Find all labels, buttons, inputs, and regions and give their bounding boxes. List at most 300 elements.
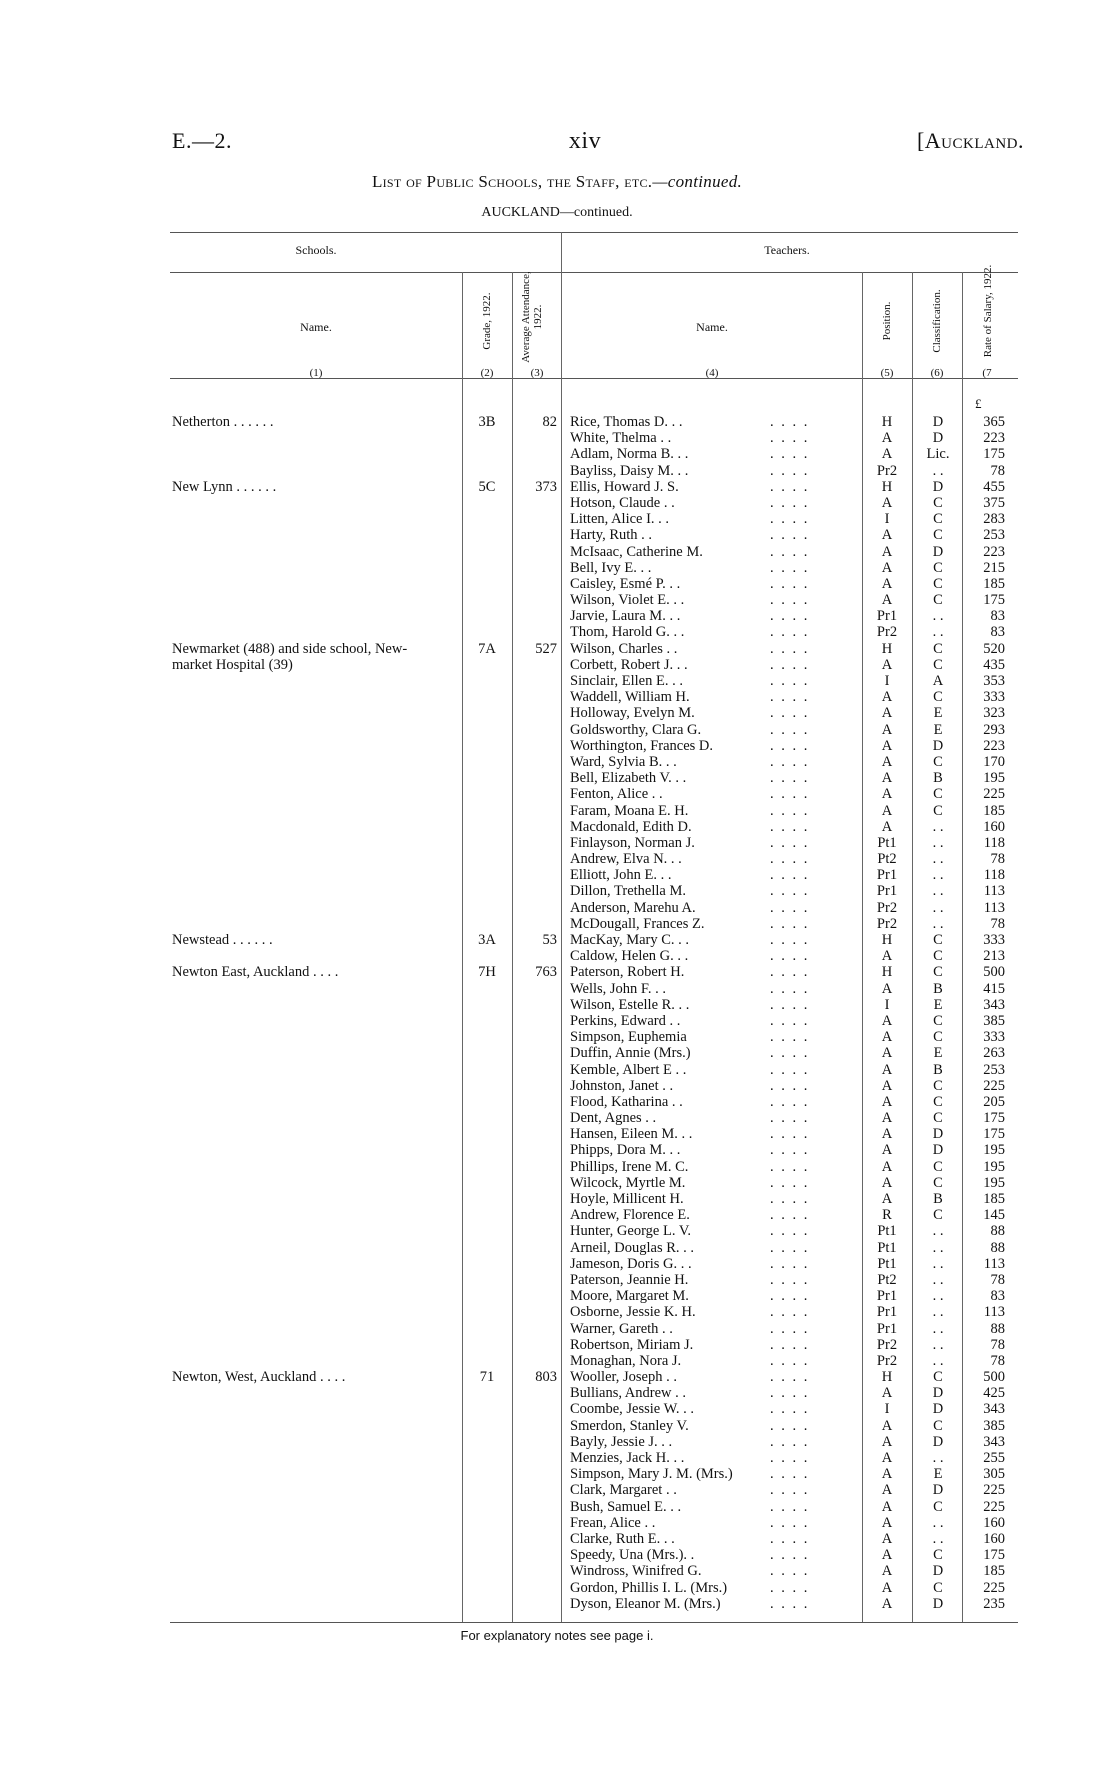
leader-dots: . . . . (770, 1029, 810, 1046)
teacher-classification: . . (932, 1239, 944, 1256)
attendance-header: Average Attendance, 1922. (520, 271, 544, 363)
teacher-salary: 343 (983, 1401, 1005, 1418)
teacher-salary: 215 (983, 559, 1005, 576)
table-row (0, 1401, 1114, 1417)
teacher-salary: 160 (983, 1530, 1005, 1547)
teacher-classification: A (932, 673, 944, 689)
teacher-name: Anderson, Marehu A. (570, 899, 696, 916)
leader-dots: . . . . (770, 1433, 810, 1450)
leader-dots: . . . . (770, 705, 810, 722)
table-row (0, 1175, 1114, 1191)
teacher-salary: 415 (983, 980, 1005, 997)
teacher-classification: D (932, 1401, 944, 1418)
school-grade: 3A (478, 932, 496, 948)
teacher-name: Windross, Winifred G. (570, 1563, 702, 1580)
teacher-position: A (881, 1482, 893, 1499)
teacher-salary: 223 (983, 737, 1005, 754)
teacher-classification: C (933, 1547, 943, 1564)
table-row (0, 1418, 1114, 1434)
teacher-salary: 175 (983, 1110, 1005, 1127)
teacher-name: Perkins, Edward . . (570, 1012, 681, 1029)
table-row (0, 1385, 1114, 1401)
teacher-name: Adlam, Norma B. . . (570, 446, 689, 463)
table-row (0, 1515, 1114, 1531)
leader-dots: . . . . (770, 640, 810, 657)
table-row (0, 819, 1114, 835)
table-row (0, 1499, 1114, 1515)
teacher-name: Caldow, Helen G. . . (570, 948, 689, 965)
teacher-name-header: Name. (696, 320, 728, 334)
table-row (0, 1013, 1114, 1029)
teacher-classification: C (933, 1207, 943, 1224)
teacher-name: McIsaac, Catherine M. (570, 543, 703, 560)
teacher-classification: C (933, 1029, 943, 1046)
leader-dots: . . . . (770, 478, 810, 495)
teacher-name: Osborne, Jessie K. H. (570, 1304, 696, 1321)
teacher-classification: . . (932, 1304, 944, 1321)
teacher-name: McDougall, Frances Z. (570, 915, 705, 932)
teacher-name: Phillips, Irene M. C. (570, 1158, 689, 1175)
leader-dots: . . . . (770, 1482, 810, 1499)
teacher-salary: 195 (983, 1142, 1005, 1159)
leader-dots: . . . . (770, 1417, 810, 1434)
teacher-name: Andrew, Florence E. (570, 1207, 690, 1224)
teacher-salary: 78 (990, 851, 1005, 868)
table-row (0, 1256, 1114, 1272)
table-row (0, 560, 1114, 576)
teacher-salary: 225 (983, 786, 1005, 803)
col-number: (3) (530, 367, 544, 379)
teacher-salary: 195 (983, 770, 1005, 787)
leader-dots: . . . . (770, 592, 810, 609)
leader-dots: . . . . (770, 1174, 810, 1191)
teacher-name: Warner, Gareth . . (570, 1320, 673, 1337)
teacher-salary: 118 (983, 834, 1005, 851)
teacher-position: Pr1 (876, 883, 898, 900)
teacher-classification: . . (932, 883, 944, 900)
teacher-salary: 385 (983, 1417, 1005, 1434)
teacher-name: Dent, Agnes . . (570, 1110, 657, 1127)
table-row (0, 1353, 1114, 1369)
teacher-classification: Lic. (926, 446, 950, 463)
school-name: market Hospital (39) (172, 656, 293, 673)
school-grade: 5C (478, 478, 496, 495)
teacher-position: Pt1 (877, 1223, 897, 1240)
salary-header: Rate of Salary, 1922. (982, 264, 994, 358)
leader-dots: . . . . (770, 1498, 810, 1515)
leader-dots: . . . . (770, 446, 810, 463)
teacher-name: Dillon, Trethella M. (570, 883, 687, 900)
average-attendance: 527 (535, 640, 557, 657)
teacher-classification: B (933, 770, 943, 787)
teacher-position: A (881, 1191, 893, 1207)
leader-dots: . . . . (770, 1514, 810, 1531)
table-row (0, 948, 1114, 964)
teacher-name: Dyson, Eleanor M. (Mrs.) (570, 1595, 721, 1612)
table-row (0, 916, 1114, 932)
teacher-salary: 333 (983, 689, 1005, 706)
teacher-classification: D (932, 737, 944, 754)
leader-dots: . . . . (770, 1466, 810, 1483)
teacher-position: A (881, 1595, 893, 1612)
leader-dots: . . . . (770, 1530, 810, 1547)
leader-dots: . . . . (770, 1401, 810, 1418)
teacher-position: A (881, 559, 893, 576)
teacher-classification: C (933, 948, 943, 965)
teacher-classification: . . (932, 899, 944, 916)
teacher-classification: . . (932, 851, 944, 868)
teacher-salary: 343 (983, 996, 1005, 1013)
teacher-salary: 88 (990, 1239, 1005, 1256)
teacher-classification: D (932, 430, 944, 447)
teacher-salary: 78 (990, 915, 1005, 932)
teacher-classification: C (933, 656, 943, 673)
teacher-salary: 435 (983, 656, 1005, 673)
table-row (0, 1563, 1114, 1579)
teacher-classification: . . (932, 1255, 944, 1272)
table-row (0, 770, 1114, 786)
teacher-salary: 195 (983, 1174, 1005, 1191)
teacher-salary: 365 (983, 414, 1005, 430)
teacher-salary: 88 (990, 1223, 1005, 1240)
teacher-position: A (881, 1126, 893, 1143)
col-number: (7 (982, 367, 992, 379)
teacher-position: Pr2 (876, 899, 898, 916)
table-row (0, 1159, 1114, 1175)
teacher-name: Jameson, Doris G. . . (570, 1255, 692, 1272)
leader-dots: . . . . (770, 624, 810, 641)
leader-dots: . . . . (770, 673, 810, 689)
header-right: [Auckland. (916, 128, 1024, 153)
leader-dots: . . . . (770, 559, 810, 576)
leader-dots: . . . . (770, 1207, 810, 1224)
leader-dots: . . . . (770, 834, 810, 851)
teacher-salary: 175 (983, 1547, 1005, 1564)
teacher-classification: . . (932, 867, 944, 884)
teacher-classification: C (933, 1110, 943, 1127)
table-top-rule (170, 232, 1018, 233)
teacher-name: White, Thelma . . (570, 430, 672, 447)
teacher-position: A (881, 737, 893, 754)
page-number: xiv (568, 128, 602, 154)
table-row (0, 851, 1114, 867)
table-row (0, 624, 1114, 640)
table-row (0, 1045, 1114, 1061)
teacher-classification: E (933, 1466, 943, 1483)
teacher-classification: B (933, 1191, 943, 1207)
teacher-classification: D (932, 414, 944, 430)
teacher-classification: . . (932, 1352, 944, 1369)
teacher-classification: . . (932, 1514, 944, 1531)
leader-dots: . . . . (770, 414, 810, 430)
table-row (0, 786, 1114, 802)
table-row (0, 722, 1114, 738)
teacher-salary: 283 (983, 511, 1005, 528)
teacher-position: A (881, 1433, 893, 1450)
classification-header: Classification. (931, 289, 943, 353)
teacher-position: A (881, 1174, 893, 1191)
teacher-position: Pt1 (877, 1255, 897, 1272)
table-row (0, 1450, 1114, 1466)
teacher-salary: 225 (983, 1482, 1005, 1499)
table-row (0, 738, 1114, 754)
leader-dots: . . . . (770, 1385, 810, 1402)
teacher-salary: 253 (983, 527, 1005, 544)
teacher-classification: C (933, 511, 943, 528)
teacher-name: Flood, Katharina . . (570, 1093, 683, 1110)
table-row (0, 544, 1114, 560)
table-row (0, 689, 1114, 705)
teacher-salary: 78 (990, 1271, 1005, 1288)
teacher-position: Pr2 (876, 1352, 898, 1369)
teacher-classification: B (933, 1061, 943, 1078)
teacher-name: Waddell, William H. (570, 689, 690, 706)
table-row (0, 446, 1114, 462)
leader-dots: . . . . (770, 543, 810, 560)
leader-dots: . . . . (770, 1191, 810, 1207)
teacher-name: Paterson, Jeannie H. (570, 1271, 689, 1288)
table-row (0, 1126, 1114, 1142)
teacher-salary: 145 (983, 1207, 1005, 1224)
teacher-salary: 500 (983, 1369, 1005, 1386)
teacher-salary: 113 (983, 1304, 1005, 1321)
teacher-position: A (881, 527, 893, 544)
teacher-classification: C (933, 1417, 943, 1434)
teacher-salary: 185 (983, 575, 1005, 592)
teacher-position: A (881, 1450, 893, 1466)
leader-dots: . . . . (770, 462, 810, 479)
teacher-name: Clark, Margaret . . (570, 1482, 677, 1499)
teacher-position: A (881, 1530, 893, 1547)
teacher-position: Pr2 (876, 462, 898, 479)
leader-dots: . . . . (770, 1239, 810, 1256)
teacher-name: Paterson, Robert H. (570, 964, 685, 981)
leader-dots: . . . . (770, 1369, 810, 1386)
school-name: Newmarket (488) and side school, New- (172, 640, 408, 657)
teacher-name: Wilcock, Myrtle M. (570, 1174, 686, 1191)
teacher-name: Smerdon, Stanley V. (570, 1417, 689, 1434)
leader-dots: . . . . (770, 753, 810, 770)
table-row (0, 1191, 1114, 1207)
school-name-header: Name. (300, 320, 332, 334)
teacher-position: I (884, 996, 890, 1013)
teacher-classification: B (933, 980, 943, 997)
teacher-name: Wilson, Violet E. . . (570, 592, 685, 609)
teacher-salary: 78 (990, 1352, 1005, 1369)
teacher-name: Phipps, Dora M. . . (570, 1142, 681, 1159)
teacher-salary: 225 (983, 1077, 1005, 1094)
teacher-classification: D (932, 1563, 944, 1580)
leader-dots: . . . . (770, 867, 810, 884)
teacher-classification: C (933, 964, 943, 981)
teacher-salary: 185 (983, 802, 1005, 819)
table-row (0, 430, 1114, 446)
school-name: Newton East, Auckland . . . . (172, 964, 339, 981)
teacher-position: A (881, 1417, 893, 1434)
table-row (0, 1240, 1114, 1256)
teacher-classification: D (932, 1482, 944, 1499)
table-row (0, 657, 1114, 673)
table-row (0, 1369, 1114, 1385)
teacher-position: A (881, 1498, 893, 1515)
teacher-position: H (881, 964, 893, 981)
teacher-classification: E (933, 721, 943, 738)
leader-dots: . . . . (770, 802, 810, 819)
teacher-name: Duffin, Annie (Mrs.) (570, 1045, 691, 1062)
teacher-name: Ward, Sylvia B. . . (570, 753, 677, 770)
teacher-position: A (881, 1093, 893, 1110)
teacher-name: Macdonald, Edith D. (570, 818, 692, 835)
teacher-classification: E (933, 705, 943, 722)
teacher-name: Hoyle, Millicent H. (570, 1191, 684, 1207)
table-bottom-rule (170, 1622, 1018, 1623)
table-row (0, 705, 1114, 721)
teacher-name: Speedy, Una (Mrs.). . (570, 1547, 695, 1564)
teacher-name: Moore, Margaret M. (570, 1288, 689, 1305)
table-row (0, 900, 1114, 916)
teacher-salary: 323 (983, 705, 1005, 722)
leader-dots: . . . . (770, 1093, 810, 1110)
table-row (0, 1531, 1114, 1547)
teacher-salary: 225 (983, 1579, 1005, 1596)
teacher-position: H (881, 414, 893, 430)
page-title (0, 172, 1114, 192)
teacher-name: Corbett, Robert J. . . (570, 656, 688, 673)
teacher-salary: 78 (990, 1336, 1005, 1353)
teacher-classification: C (933, 1093, 943, 1110)
teacher-position: A (881, 1579, 893, 1596)
teacher-salary: 113 (983, 899, 1005, 916)
teacher-salary: 175 (983, 446, 1005, 463)
teacher-salary: 223 (983, 543, 1005, 560)
teacher-classification: D (932, 1142, 944, 1159)
table-row (0, 495, 1114, 511)
teacher-classification: . . (932, 1450, 944, 1466)
teacher-position: I (884, 673, 890, 689)
teacher-position: A (881, 948, 893, 965)
teacher-classification: C (933, 494, 943, 511)
teacher-position: H (881, 932, 893, 948)
table-row (0, 1596, 1114, 1612)
table-row (0, 883, 1114, 899)
leader-dots: . . . . (770, 1271, 810, 1288)
teacher-position: A (881, 446, 893, 463)
col-number: (4) (705, 367, 719, 379)
leader-dots: . . . . (770, 1142, 810, 1159)
leader-dots: . . . . (770, 932, 810, 948)
teacher-classification: D (932, 1385, 944, 1402)
teacher-position: A (881, 1077, 893, 1094)
leader-dots: . . . . (770, 818, 810, 835)
teacher-position: Pr2 (876, 915, 898, 932)
teacher-name: Wooller, Joseph . . (570, 1369, 677, 1386)
teacher-position: A (881, 980, 893, 997)
teacher-salary: 205 (983, 1093, 1005, 1110)
teacher-salary: 353 (983, 673, 1005, 689)
teacher-position: Pr1 (876, 1320, 898, 1337)
table-row (0, 414, 1114, 430)
teacher-salary: 113 (983, 883, 1005, 900)
leader-dots: . . . . (770, 494, 810, 511)
teacher-salary: 185 (983, 1191, 1005, 1207)
teacher-salary: 78 (990, 462, 1005, 479)
table-row (0, 1094, 1114, 1110)
teacher-name: Menzies, Jack H. . . (570, 1450, 685, 1466)
teacher-position: H (881, 1369, 893, 1386)
grade-header: Grade, 1922. (481, 292, 493, 350)
leader-dots: . . . . (770, 1077, 810, 1094)
teacher-position: A (881, 1514, 893, 1531)
leader-dots: . . . . (770, 575, 810, 592)
teacher-position: I (884, 1401, 890, 1418)
teacher-name: Harty, Ruth . . (570, 527, 653, 544)
teacher-salary: 425 (983, 1385, 1005, 1402)
school-name: Newstead . . . . . . (172, 932, 273, 948)
leader-dots: . . . . (770, 770, 810, 787)
teacher-salary: 83 (990, 624, 1005, 641)
teacher-classification: C (933, 689, 943, 706)
teacher-salary: 175 (983, 592, 1005, 609)
teacher-position: A (881, 656, 893, 673)
school-grade: 3B (478, 414, 496, 430)
title-main: List of Public Schools, the Staff, etc. (371, 172, 653, 191)
teacher-name: Coombe, Jessie W. . . (570, 1401, 695, 1418)
table-row (0, 1482, 1114, 1498)
teacher-name: Jarvie, Laura M. . . (570, 608, 681, 625)
teacher-name: Bullians, Andrew . . (570, 1385, 686, 1402)
teacher-name: Bayliss, Daisy M. . . (570, 462, 689, 479)
leader-dots: . . . . (770, 1450, 810, 1466)
table-row (0, 1547, 1114, 1563)
teacher-position: Pr1 (876, 1304, 898, 1321)
table-row (0, 1580, 1114, 1596)
teacher-position: A (881, 786, 893, 803)
table-row (0, 511, 1114, 527)
table-row (0, 641, 1114, 657)
teacher-position: A (881, 705, 893, 722)
teacher-position: Pr2 (876, 1336, 898, 1353)
table-row (0, 527, 1114, 543)
leader-dots: . . . . (770, 996, 810, 1013)
average-attendance: 373 (535, 478, 557, 495)
teacher-classification: C (933, 802, 943, 819)
teacher-classification: . . (932, 818, 944, 835)
teacher-classification: C (933, 1579, 943, 1596)
teacher-salary: 160 (983, 818, 1005, 835)
teacher-name: Simpson, Euphemia (570, 1029, 687, 1046)
teacher-classification: C (933, 753, 943, 770)
teacher-position: Pr1 (876, 608, 898, 625)
col-number: (6) (930, 367, 944, 379)
teacher-salary: 170 (983, 753, 1005, 770)
table-row (0, 608, 1114, 624)
table-row (0, 835, 1114, 851)
leader-dots: . . . . (770, 656, 810, 673)
teacher-classification: D (932, 543, 944, 560)
table-row (0, 1288, 1114, 1304)
leader-dots: . . . . (770, 1304, 810, 1321)
leader-dots: . . . . (770, 948, 810, 965)
col-number: (2) (480, 367, 494, 379)
teacher-position: R (882, 1207, 892, 1224)
teacher-salary: 293 (983, 721, 1005, 738)
table-row (0, 1337, 1114, 1353)
position-header: Position. (881, 301, 893, 341)
average-attendance: 763 (535, 964, 557, 981)
leader-dots: . . . . (770, 689, 810, 706)
teacher-classification: E (933, 996, 943, 1013)
teacher-position: A (881, 1045, 893, 1062)
